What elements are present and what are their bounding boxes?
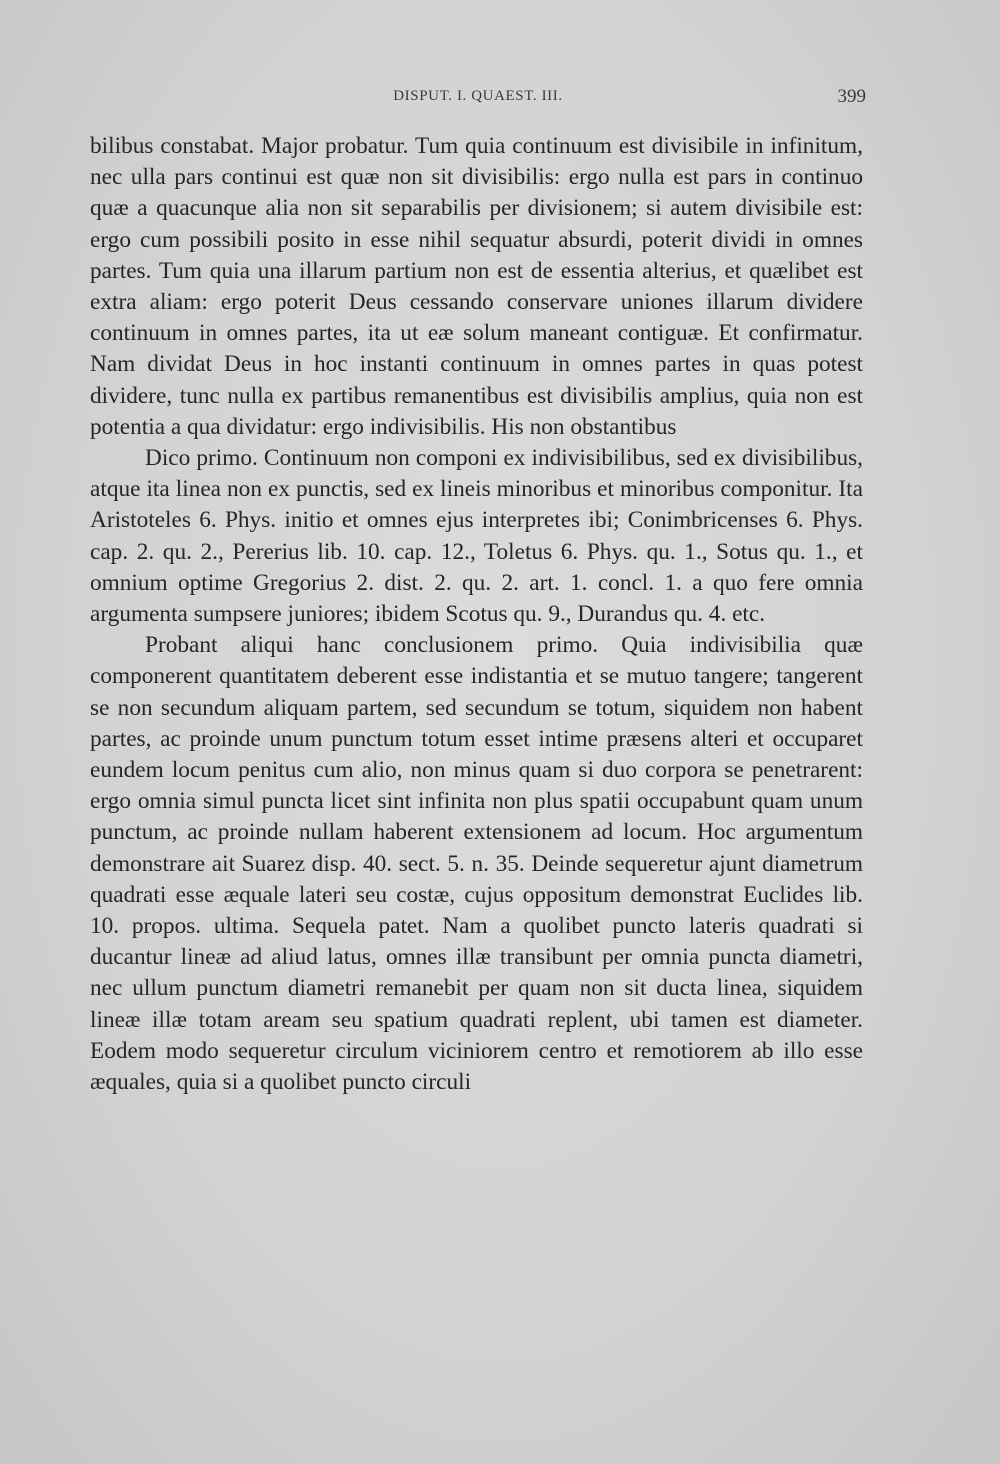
page-number: 399	[837, 86, 866, 107]
paragraph-probant-aliqui: Probant aliqui hanc conclusionem primo. Quia indivisibilia quæ componerent quantitatem deberent esse indistantia et se mutuo tangere; tangerent se non secundum aliquam partem, sed secundum se totum, siquidem non habent partes, ac proinde unum punctum totum esset intime præsens alteri et occuparet eundem locum penitus cum alio, non minus quam si duo corpora se penetrarent: ergo omnia simul puncta licet sint infinita non plus spatii occupabunt quam unum punctum, ac proinde nullam haberent extensionem ad locum. Hoc argumentum demonstrare ait Suarez disp. 40. sect. 5. n. 35. Deinde sequeretur ajunt diametrum quadrati esse æquale lateri seu costæ, cujus oppositum demonstrat Euclides lib. 10. propos. ultima. Sequela patet. Nam a quolibet puncto lateris quadrati si ducantur lineæ ad aliud latus, omnes illæ transibunt per omnia puncta diametri, nec ullum punctum diametri remanebit per quam non sit ducta linea, siquidem lineæ illæ totam aream seu spatium quadrati replent, ubi tamen est diameter. Eodem modo sequeretur circulum viciniorem centro et remotiorem ab illo esse æquales, quia si a quolibet puncto circuli	[90, 632, 863, 1096]
running-head	[90, 86, 866, 110]
paragraph-dico-primo: Dico primo. Continuum non componi ex indivisibilibus, sed ex divisibilibus, atque ita linea non ex punctis, sed ex lineis minoribus et minoribus componitur. Ita Aristoteles 6. Phys. initio et omnes ejus interpretes ibi; Conimbricenses 6. Phys. cap. 2. qu. 2., Pererius lib. 10. cap. 12., Toletus 6. Phys. qu. 1., Sotus qu. 1., et omnium optime Gregorius 2. dist. 2. qu. 2. art. 1. concl. 1. a quo fere omnia argumenta sumpsere juniores; ibidem Scotus qu. 9., Durandus qu. 4. etc.	[90, 445, 863, 628]
running-title: DISPUT. I. QUAEST. III.	[393, 88, 563, 104]
paragraph-continuation: bilibus constabat. Major probatur. Tum quia continuum est divisibile in infinitum, nec ulla pars continui est quæ non sit divisibilis: ergo nulla est pars in continuo quæ a quacunque alia non sit separabilis per divisionem; si autem divisibile est: ergo cum possibili posito in esse nihil sequatur absurdi, poterit dividi in omnes partes. Tum quia una illarum partium non est de essentia alterius, et quælibet est extra aliam: ergo poterit Deus cessando conservare uniones illarum dividere continuum in omnes partes, ita ut eæ solum maneant contiguæ. Et confirmatur. Nam dividat Deus in hoc instanti continuum in omnes partes in quas potest dividere, tunc nulla ex partibus remanentibus est divisibilis amplius, quia non est potentia a qua dividatur: ergo indivisibilis. His non obstantibus	[90, 133, 863, 440]
body-text	[90, 131, 863, 1098]
